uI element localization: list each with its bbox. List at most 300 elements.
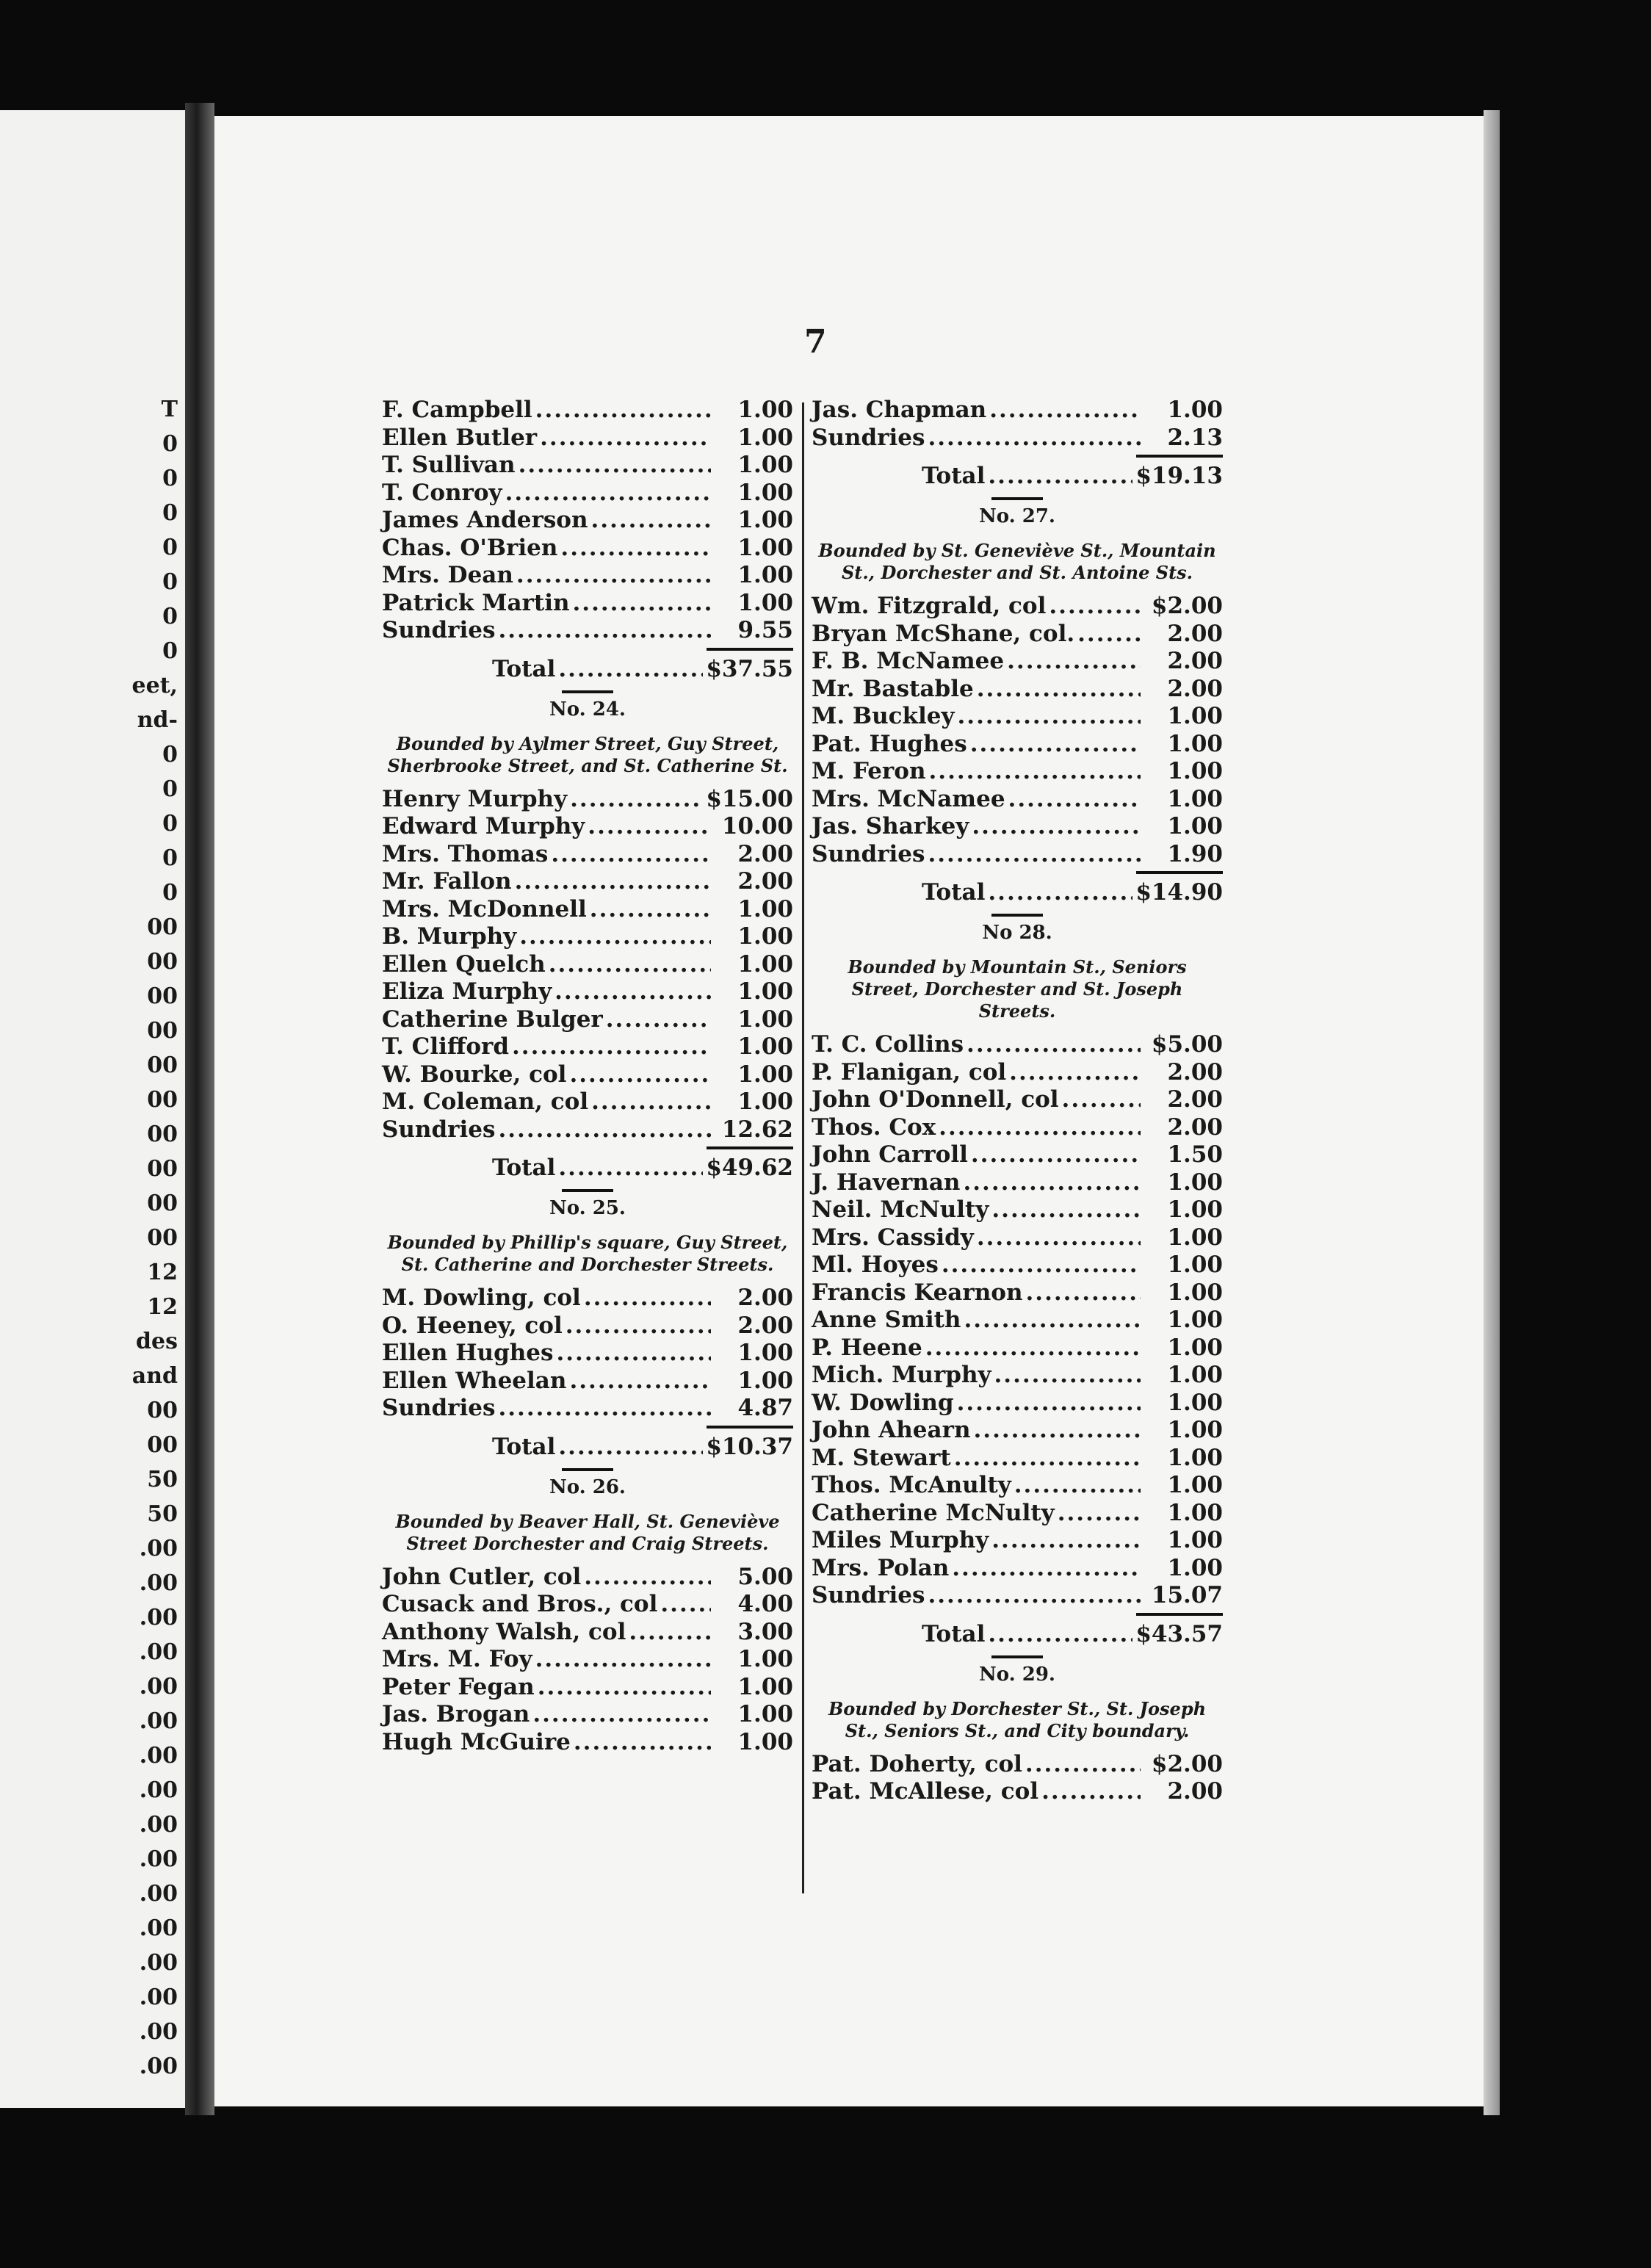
leader-dots <box>1014 1472 1141 1500</box>
section-title: No 28. <box>982 922 1052 944</box>
donor-name: Pat. Doherty, col <box>812 1750 1022 1777</box>
leader-dots <box>952 1555 1141 1583</box>
donation-amount: 1.00 <box>1167 397 1223 423</box>
donation-amount: 1.00 <box>1167 1334 1223 1361</box>
leader-dots <box>963 1169 1141 1197</box>
leader-dots <box>519 452 711 480</box>
donation-amount: 2.00 <box>1167 620 1223 647</box>
leader-dots <box>1007 648 1141 676</box>
donor-name: Henry Murphy <box>382 785 568 812</box>
leader-dots <box>535 397 711 425</box>
section-rule <box>562 690 613 693</box>
margin-fragment: and <box>131 1363 178 1389</box>
margin-fragment: 0 <box>162 569 178 595</box>
leader-dots <box>1049 593 1141 621</box>
ledger-row <box>812 676 1223 704</box>
donor-name: F. Campbell <box>382 397 532 423</box>
ledger-row <box>812 1778 1223 1806</box>
ledger-row <box>812 813 1223 841</box>
leader-dots <box>498 1116 711 1144</box>
donation-amount: 1.00 <box>737 1088 793 1115</box>
donor-name: Anthony Walsh, col <box>382 1618 626 1645</box>
donor-name: T. Clifford <box>382 1033 510 1060</box>
ledger-row <box>812 1031 1223 1059</box>
page-number: 7 <box>804 323 827 361</box>
donor-name: Jas. Brogan <box>382 1701 530 1727</box>
margin-fragment: 12 <box>147 1260 178 1285</box>
section-boundary: Bounded by St. Geneviève St., Mountain St., Dorchester and St. Antoine Sts. <box>818 540 1216 583</box>
donor-name: Jas. Sharkey <box>812 813 969 839</box>
donor-name: Patrick Martin <box>382 589 570 616</box>
leader-dots <box>1025 1751 1141 1779</box>
total-amount: $43.57 <box>1135 1620 1223 1647</box>
leader-dots <box>989 397 1141 425</box>
donation-amount: 1.00 <box>737 452 793 478</box>
donor-name: Catherine McNulty <box>812 1499 1055 1526</box>
donation-amount: 2.00 <box>1167 1058 1223 1086</box>
donor-name: Mrs. Cassidy <box>812 1224 974 1251</box>
donation-amount: 1.00 <box>1167 1362 1223 1388</box>
ledger-row <box>382 1564 793 1592</box>
donor-name: Sundries <box>382 1395 496 1421</box>
leader-dots <box>570 786 703 814</box>
ledger-row <box>812 1751 1223 1779</box>
ledger-row <box>382 841 793 869</box>
donation-amount: 2.00 <box>737 1285 793 1311</box>
donor-name: Ellen Quelch <box>382 950 546 978</box>
leader-dots <box>519 923 711 951</box>
total-rule <box>382 1144 793 1152</box>
leader-dots <box>957 1390 1141 1418</box>
donation-amount: 1.00 <box>1167 1444 1223 1471</box>
total-rule <box>812 868 1223 877</box>
donation-amount: 2.00 <box>1167 1778 1223 1805</box>
ledger-row <box>382 868 793 896</box>
donor-name: Chas. O'Brien <box>382 534 558 561</box>
margin-fragment: .00 <box>139 1984 178 2010</box>
donation-amount: 1.00 <box>1167 1472 1223 1498</box>
ledger-row <box>382 951 793 979</box>
leader-dots <box>928 425 1141 452</box>
donor-name: J. Havernan <box>812 1169 961 1196</box>
ledger-row <box>812 1141 1223 1169</box>
donor-name: Miles Murphy <box>812 1527 989 1553</box>
donation-amount: 2.00 <box>1167 675 1223 702</box>
ledger-row <box>382 896 793 924</box>
ledger-row <box>812 1582 1223 1610</box>
donation-amount: 1.00 <box>737 978 793 1005</box>
ledger-row <box>812 1417 1223 1445</box>
leader-dots <box>584 1564 711 1592</box>
margin-fragment: 0 <box>162 500 178 526</box>
leader-dots <box>970 731 1141 759</box>
total-row <box>812 1619 1223 1650</box>
donation-amount: 2.00 <box>1167 648 1223 674</box>
margin-fragment: 0 <box>162 776 178 802</box>
ledger-row <box>382 1006 793 1034</box>
donation-amount: 1.00 <box>1167 1554 1223 1581</box>
leader-dots <box>925 1335 1141 1362</box>
leader-dots <box>535 1646 711 1674</box>
ledger-row <box>812 1114 1223 1142</box>
donation-amount: 1.00 <box>1167 758 1223 784</box>
section-boundary: Bounded by Beaver Hall, St. Geneviève Street Dorchester and Craig Streets. <box>395 1510 780 1554</box>
donor-name: B. Murphy <box>382 923 517 950</box>
donor-name: John Ahearn <box>812 1417 971 1443</box>
ledger-row <box>812 786 1223 814</box>
total-label: Total <box>922 879 986 906</box>
leader-dots <box>558 654 703 685</box>
donation-amount: 12.62 <box>721 1116 793 1143</box>
donor-name: Sundries <box>812 1582 925 1608</box>
page-edge <box>1484 110 1500 2115</box>
margin-fragment: .00 <box>139 1846 178 1872</box>
leader-dots <box>988 461 1132 491</box>
total-row <box>812 877 1223 908</box>
donor-name: Mrs. Thomas <box>382 840 549 867</box>
donation-amount: 2.00 <box>1167 1113 1223 1141</box>
donation-amount: 1.00 <box>1167 730 1223 757</box>
ledger-row <box>382 1591 793 1619</box>
leader-dots <box>977 1224 1141 1252</box>
donor-name: M. Coleman, col <box>382 1088 589 1115</box>
donor-name: Mich. Murphy <box>812 1362 991 1388</box>
donation-amount: 1.00 <box>737 1061 793 1088</box>
leader-dots <box>574 1729 711 1757</box>
leader-dots <box>971 1141 1141 1169</box>
ledger-row <box>382 1088 793 1116</box>
donor-name: P. Flanigan, col <box>812 1058 1007 1086</box>
donation-amount: 1.00 <box>737 397 793 423</box>
donor-name: P. Heene <box>812 1334 922 1361</box>
ledger-row <box>812 1196 1223 1224</box>
donation-amount: 2.00 <box>737 840 793 867</box>
section-title: No. 27. <box>979 505 1055 527</box>
section-title: No. 24. <box>549 698 626 721</box>
margin-fragment: 0 <box>162 880 178 906</box>
leader-dots <box>991 1527 1141 1555</box>
margin-fragment: 0 <box>162 845 178 871</box>
ledger-row <box>812 1500 1223 1528</box>
leader-dots <box>1077 621 1141 649</box>
ledger-row <box>382 1340 793 1368</box>
ledger-row <box>812 425 1223 452</box>
ledger-row <box>382 507 793 535</box>
donation-amount: 1.00 <box>1167 785 1223 812</box>
ledger-row <box>812 1086 1223 1114</box>
total-row <box>382 1431 793 1462</box>
ledger-row <box>382 1729 793 1757</box>
margin-fragment: .00 <box>139 1639 178 1665</box>
donation-amount: 1.00 <box>737 1033 793 1060</box>
ledger-row <box>812 1059 1223 1087</box>
donor-name: Pat. McAllese, col <box>812 1778 1039 1805</box>
leader-dots <box>516 562 711 590</box>
leader-dots <box>606 1006 711 1034</box>
donation-amount: 1.00 <box>737 1367 793 1394</box>
leader-dots <box>928 841 1141 869</box>
donation-amount: 1.00 <box>1167 1307 1223 1333</box>
donation-amount: 2.00 <box>1167 1086 1223 1113</box>
donor-name: Sundries <box>812 840 925 867</box>
donation-amount: 1.00 <box>1167 813 1223 839</box>
donor-name: T. C. Collins <box>812 1031 964 1058</box>
margin-fragment: .00 <box>139 1536 178 1561</box>
section-title: No. 29. <box>979 1663 1055 1686</box>
margin-fragment: 0 <box>162 638 178 664</box>
donation-amount: $2.00 <box>1151 593 1223 619</box>
donation-amount: 1.90 <box>1167 840 1223 867</box>
donation-amount: 2.00 <box>737 868 793 895</box>
section-rule <box>562 1468 613 1471</box>
leader-dots <box>1062 1086 1141 1114</box>
leader-dots <box>939 1114 1141 1142</box>
margin-fragment: .00 <box>139 1570 178 1596</box>
total-row <box>382 654 793 685</box>
margin-fragment: 00 <box>147 1087 178 1113</box>
donation-amount: 1.00 <box>737 562 793 588</box>
donor-name: M. Dowling, col <box>382 1285 581 1311</box>
ledger-row <box>382 535 793 563</box>
donation-amount: 1.00 <box>737 1701 793 1727</box>
donor-name: Cusack and Bros., col <box>382 1591 658 1617</box>
total-label: Total <box>492 1155 556 1181</box>
margin-fragment: 00 <box>147 949 178 975</box>
leader-dots <box>1009 1059 1141 1087</box>
margin-fragment: 00 <box>147 1018 178 1044</box>
leader-dots <box>972 813 1141 841</box>
donor-name: T. Sullivan <box>382 452 516 478</box>
ledger-row <box>812 1362 1223 1390</box>
margin-fragment: 50 <box>147 1467 178 1492</box>
ledger-row <box>382 923 793 951</box>
total-label: Total <box>492 655 556 682</box>
donation-amount: $2.00 <box>1151 1750 1223 1777</box>
ledger-row <box>382 1116 793 1144</box>
donation-amount: 1.00 <box>1167 1527 1223 1553</box>
leader-dots <box>558 1431 703 1462</box>
margin-fragment: .00 <box>139 2019 178 2045</box>
margin-fragment: 0 <box>162 535 178 560</box>
margin-fragment: .00 <box>139 1950 178 1976</box>
margin-fragment: 0 <box>162 466 178 491</box>
ledger-row <box>812 1445 1223 1473</box>
margin-fragment: .00 <box>139 1915 178 1941</box>
donor-name: M. Buckley <box>812 703 955 729</box>
leader-dots <box>498 617 711 645</box>
ledger-row <box>382 397 793 425</box>
donor-name: Ellen Hughes <box>382 1340 554 1366</box>
leader-dots <box>928 758 1141 786</box>
margin-fragment: .00 <box>139 1605 178 1630</box>
ledger-row <box>382 1701 793 1729</box>
donor-name: O. Heeney, col <box>382 1312 563 1339</box>
margin-fragment: 0 <box>162 431 178 457</box>
ledger-row <box>812 621 1223 649</box>
donor-name: Ml. Hoyes <box>812 1252 939 1278</box>
donor-name: Mrs. M. Foy <box>382 1646 532 1672</box>
donation-amount: 1.00 <box>737 923 793 950</box>
donation-amount: 1.00 <box>1167 1169 1223 1196</box>
ledger-row <box>812 1527 1223 1555</box>
donor-name: Francis Kearnon <box>812 1279 1023 1306</box>
total-rule <box>382 1423 793 1431</box>
ledger-row <box>382 1646 793 1674</box>
margin-fragment: 00 <box>147 1398 178 1423</box>
leader-dots <box>977 676 1141 704</box>
leader-dots <box>505 480 711 508</box>
total-amount: $10.37 <box>706 1433 793 1460</box>
ledger-row <box>812 731 1223 759</box>
ledger-row <box>382 1312 793 1340</box>
ledger-row <box>382 1285 793 1312</box>
ledger-row <box>382 786 793 814</box>
leader-dots <box>928 1582 1141 1610</box>
leader-dots <box>994 1362 1141 1390</box>
total-rule <box>812 452 1223 461</box>
donation-amount: 1.00 <box>1167 1417 1223 1443</box>
donor-name: Mrs. McNamee <box>812 785 1005 812</box>
margin-fragment: .00 <box>139 1674 178 1700</box>
donation-amount: 1.00 <box>737 479 793 506</box>
donation-amount: 5.00 <box>737 1563 793 1590</box>
total-row <box>382 1152 793 1183</box>
margin-fragment: T <box>161 397 178 422</box>
donor-name: Edward Murphy <box>382 813 585 839</box>
ledger-row <box>812 1307 1223 1335</box>
donor-name: Ellen Butler <box>382 424 538 451</box>
donor-name: Sundries <box>382 617 496 643</box>
donation-amount: 1.00 <box>737 589 793 616</box>
donor-name: Sundries <box>812 424 925 451</box>
margin-fragment: 00 <box>147 1432 178 1458</box>
leader-dots <box>964 1307 1141 1335</box>
donor-name: F. B. McNamee <box>812 648 1005 674</box>
donation-amount: 10.00 <box>721 813 793 839</box>
leader-dots <box>988 1619 1132 1650</box>
donor-name: Catherine Bulger <box>382 1005 603 1033</box>
total-amount: $37.55 <box>706 655 793 682</box>
ledger-row <box>812 593 1223 621</box>
ledger-row <box>382 1368 793 1395</box>
ledger-row <box>812 758 1223 786</box>
ledger-row <box>382 617 793 645</box>
donor-name: Peter Fegan <box>382 1673 535 1700</box>
donation-amount: 1.00 <box>737 1646 793 1672</box>
donor-name: Mrs. McDonnell <box>382 895 587 922</box>
ledger-row <box>812 1555 1223 1583</box>
donation-amount: 1.00 <box>737 1728 793 1755</box>
donation-amount: 9.55 <box>737 617 793 643</box>
leader-dots <box>991 1196 1141 1224</box>
margin-fragment: des <box>136 1329 178 1354</box>
leader-dots <box>554 978 711 1006</box>
donation-amount: 1.00 <box>737 534 793 561</box>
ledger-row <box>812 1224 1223 1252</box>
donor-name: W. Bourke, col <box>382 1061 567 1088</box>
leader-dots <box>549 951 711 979</box>
section-title: No. 26. <box>549 1476 626 1498</box>
ledger-row <box>382 452 793 480</box>
donor-name: Mr. Bastable <box>812 675 974 702</box>
section-boundary: Bounded by Dorchester St., St. Joseph St., Seniors St., and City boundary. <box>828 1697 1207 1741</box>
section-rule <box>562 1189 613 1192</box>
leader-dots <box>942 1252 1141 1279</box>
section-rule <box>991 1655 1043 1658</box>
margin-fragment: .00 <box>139 2054 178 2079</box>
ledger-row <box>812 1279 1223 1307</box>
leader-dots <box>560 535 711 563</box>
donor-name: Mrs. Dean <box>382 562 513 588</box>
previous-page-edge <box>0 110 189 2108</box>
donation-amount: 2.00 <box>737 1312 793 1339</box>
leader-dots <box>573 590 711 618</box>
leader-dots <box>591 507 711 535</box>
donation-amount: 1.00 <box>1167 1196 1223 1223</box>
ledger-row <box>812 703 1223 731</box>
leader-dots <box>512 1033 711 1061</box>
margin-fragment: 00 <box>147 1191 178 1216</box>
section-rule <box>991 914 1043 917</box>
leader-dots <box>590 896 711 924</box>
donation-amount: 1.00 <box>737 1673 793 1700</box>
donation-amount: 1.00 <box>737 1340 793 1366</box>
donor-name: Anne Smith <box>812 1307 961 1333</box>
margin-fragment: 00 <box>147 1225 178 1251</box>
right-column <box>812 397 1223 1806</box>
margin-fragment: 0 <box>162 604 178 629</box>
leader-dots <box>1008 786 1141 814</box>
ledger-row <box>382 813 793 841</box>
section-rule <box>991 497 1043 500</box>
ledger-row <box>382 1395 793 1423</box>
donor-name: Eliza Murphy <box>382 978 552 1005</box>
ledger-row <box>812 1472 1223 1500</box>
ledger-row <box>382 425 793 452</box>
ledger-row <box>382 562 793 590</box>
leader-dots <box>954 1445 1141 1473</box>
donor-name: Sundries <box>382 1116 496 1143</box>
donation-amount: 1.00 <box>1167 1389 1223 1416</box>
leader-dots <box>988 877 1132 908</box>
margin-fragment: 0 <box>162 811 178 837</box>
leader-dots <box>569 1061 711 1089</box>
total-amount: $14.90 <box>1135 879 1223 906</box>
margin-fragment: 00 <box>147 983 178 1009</box>
donor-name: Mr. Fallon <box>382 868 512 895</box>
leader-dots <box>660 1591 711 1619</box>
donor-name: Neil. McNulty <box>812 1196 989 1223</box>
ledger-row <box>382 1061 793 1089</box>
donation-amount: 4.87 <box>737 1395 793 1421</box>
donation-amount: 1.00 <box>737 1005 793 1033</box>
ledger-row <box>382 1033 793 1061</box>
leader-dots <box>569 1368 711 1395</box>
left-column <box>382 397 793 1756</box>
donor-name: Mrs. Polan <box>812 1554 950 1581</box>
column-divider <box>802 402 804 1893</box>
ledger-row <box>812 841 1223 869</box>
ledger-row <box>812 1169 1223 1197</box>
ledger-row <box>812 397 1223 425</box>
donor-name: Pat. Hughes <box>812 730 967 757</box>
total-row <box>812 461 1223 491</box>
leader-dots <box>1058 1500 1141 1528</box>
leader-dots <box>538 1674 711 1702</box>
leader-dots <box>515 868 711 896</box>
leader-dots <box>967 1031 1141 1059</box>
donation-amount: 1.00 <box>1167 1224 1223 1251</box>
